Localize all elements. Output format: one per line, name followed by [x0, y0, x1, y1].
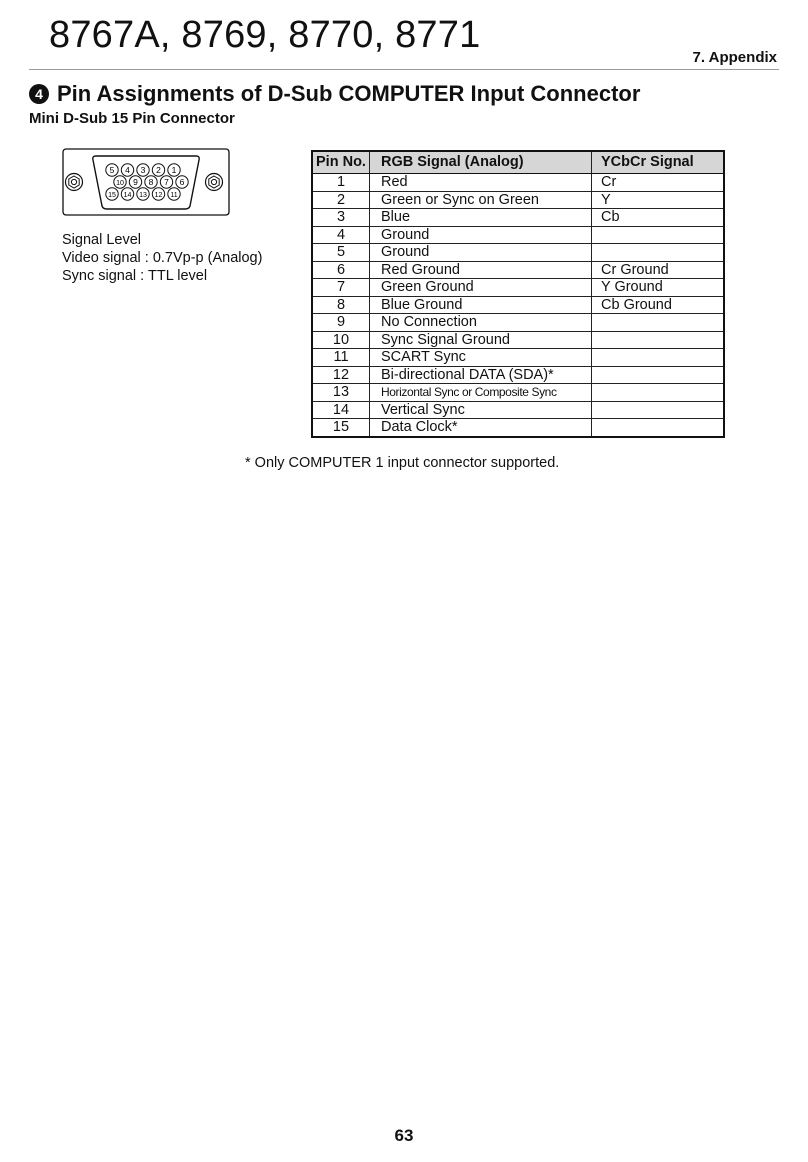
pin-number-cell: 5: [312, 244, 370, 262]
connector-pin: [145, 176, 157, 188]
pin-number-cell: 1: [312, 174, 370, 192]
ycbcr-signal-cell: Y Ground: [592, 279, 725, 297]
table-row: [312, 226, 724, 244]
rgb-signal-cell: Ground: [370, 226, 592, 244]
connector-pin: [114, 176, 126, 188]
rgb-signal-cell: Red Ground: [370, 261, 592, 279]
rgb-signal-cell: Blue: [370, 209, 592, 227]
table-row: [312, 419, 724, 437]
svg-text:10: 10: [116, 180, 124, 187]
connector-pin: [152, 164, 164, 176]
section-label: 7. Appendix: [692, 49, 777, 66]
connector-pin: [176, 176, 188, 188]
svg-text:7: 7: [164, 177, 169, 187]
svg-text:5: 5: [109, 165, 115, 175]
pin-number-cell: 13: [312, 384, 370, 402]
ycbcr-signal-cell: Cb Ground: [592, 296, 725, 314]
number-badge: 4: [29, 84, 49, 104]
pin-number-cell: 14: [312, 401, 370, 419]
ycbcr-signal-cell: Cb: [592, 209, 725, 227]
pin-number-cell: 12: [312, 366, 370, 384]
table-row: [312, 244, 724, 262]
rgb-signal-cell: No Connection: [370, 314, 592, 332]
connector-pin: [137, 164, 149, 176]
connector-pin: [160, 176, 172, 188]
pin-number-cell: 6: [312, 261, 370, 279]
ycbcr-signal-cell: Cr: [592, 174, 725, 192]
pin-number-cell: 9: [312, 314, 370, 332]
pin-assignment-table: [311, 150, 725, 438]
pin-number-cell: 2: [312, 191, 370, 209]
connector-pin: [152, 188, 164, 200]
table-row: [312, 349, 724, 367]
ycbcr-signal-cell: [592, 419, 725, 437]
rgb-signal-cell: Ground: [370, 244, 592, 262]
pin-number-cell: 4: [312, 226, 370, 244]
header-divider: [29, 69, 779, 70]
signal-level-label: Signal Level: [62, 232, 141, 248]
svg-text:12: 12: [154, 192, 163, 199]
table-row: [312, 209, 724, 227]
rgb-signal-cell: Horizontal Sync or Composite Sync: [370, 384, 592, 402]
subheading: Mini D-Sub 15 Pin Connector: [29, 110, 235, 127]
pin-number-cell: 10: [312, 331, 370, 349]
svg-text:2: 2: [156, 165, 161, 175]
rgb-signal-cell: Blue Ground: [370, 296, 592, 314]
table-row: [312, 314, 724, 332]
ycbcr-signal-cell: [592, 384, 725, 402]
connector-pin: [137, 188, 149, 200]
ycbcr-signal-cell: Y: [592, 191, 725, 209]
svg-text:4: 4: [125, 165, 130, 175]
rgb-signal-cell: Bi-directional DATA (SDA)*: [370, 366, 592, 384]
ycbcr-signal-cell: Cr Ground: [592, 261, 725, 279]
svg-text:13: 13: [139, 192, 147, 199]
rgb-signal-cell: SCART Sync: [370, 349, 592, 367]
table-row: [312, 261, 724, 279]
rgb-signal-cell: Green or Sync on Green: [370, 191, 592, 209]
table-header-row: [312, 151, 724, 174]
svg-text:11: 11: [170, 192, 178, 199]
pin-number-cell: 7: [312, 279, 370, 297]
svg-text:15: 15: [108, 192, 116, 199]
signal-level-info: [62, 231, 262, 285]
ycbcr-signal-cell: [592, 349, 725, 367]
svg-text:8: 8: [148, 177, 154, 187]
rgb-signal-cell: Green Ground: [370, 279, 592, 297]
svg-text:3: 3: [140, 165, 146, 175]
connector-pin: [106, 188, 118, 200]
connector-pin: [121, 188, 133, 200]
heading-title: Pin Assignments of D-Sub COMPUTER Input Connector: [57, 81, 641, 106]
rgb-signal-cell: Data Clock*: [370, 419, 592, 437]
pin-number-cell: 3: [312, 209, 370, 227]
connector-pin: [106, 164, 118, 176]
header-ycbcr-signal: YCbCr Signal: [592, 151, 725, 174]
pin-number-cell: 11: [312, 349, 370, 367]
section-heading: [29, 81, 640, 107]
table-row: [312, 191, 724, 209]
right-screw-icon: [206, 174, 223, 191]
table-row: [312, 331, 724, 349]
rgb-signal-cell: Sync Signal Ground: [370, 331, 592, 349]
ycbcr-signal-cell: [592, 226, 725, 244]
footnote: * Only COMPUTER 1 input connector supported.: [245, 455, 560, 471]
table-row: [312, 296, 724, 314]
table-row: [312, 384, 724, 402]
ycbcr-signal-cell: [592, 366, 725, 384]
video-signal-text: Video signal : 0.7Vp-p (Analog): [62, 250, 263, 266]
table-row: [312, 279, 724, 297]
ycbcr-signal-cell: [592, 244, 725, 262]
page-number: 63: [394, 1126, 414, 1145]
table-row: [312, 401, 724, 419]
rgb-signal-cell: Red: [370, 174, 592, 192]
svg-text:6: 6: [179, 177, 185, 187]
connector-pin: [129, 176, 141, 188]
rgb-signal-cell: Vertical Sync: [370, 401, 592, 419]
svg-text:1: 1: [171, 165, 177, 175]
header-rgb-signal: RGB Signal (Analog): [370, 151, 592, 174]
header-pin-no: Pin No.: [312, 151, 370, 174]
pin-number-cell: 8: [312, 296, 370, 314]
table-row: [312, 366, 724, 384]
ycbcr-signal-cell: [592, 314, 725, 332]
dsub-connector-diagram: [62, 148, 230, 216]
left-screw-icon: [66, 174, 83, 191]
ycbcr-signal-cell: [592, 401, 725, 419]
model-title: 8767A, 8769, 8770, 8771: [49, 14, 481, 56]
svg-text:9: 9: [133, 177, 138, 187]
connector-pin: [168, 188, 180, 200]
connector-pin: [121, 164, 133, 176]
table-row: [312, 174, 724, 192]
svg-text:14: 14: [123, 192, 132, 199]
sync-signal-text: Sync signal : TTL level: [62, 268, 208, 284]
ycbcr-signal-cell: [592, 331, 725, 349]
pin-number-cell: 15: [312, 419, 370, 437]
connector-pin: [168, 164, 180, 176]
